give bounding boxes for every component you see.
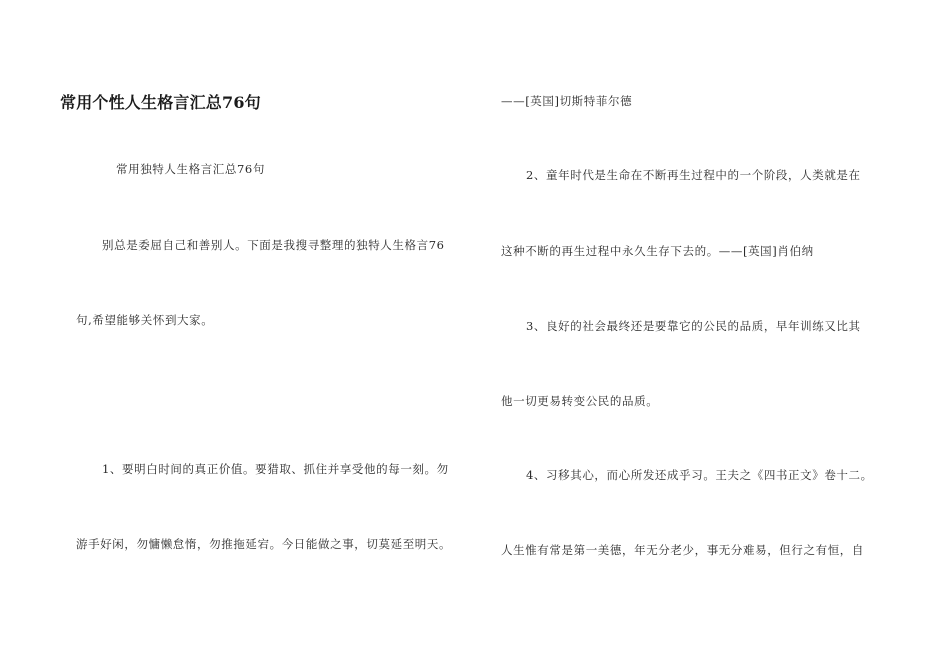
attribution-chesterfield: ——[英国]切斯特菲尔德: [501, 94, 633, 108]
quote-2-line-1: 2、童年时代是生命在不断再生过程中的一个阶段，人类就是在: [526, 168, 861, 182]
quote-2-line-2: 这种不断的再生过程中永久生存下去的。——[英国]肖伯纳: [501, 244, 814, 258]
intro-line-1: 别总是委屈自己和善别人。下面是我搜寻整理的独特人生格言76: [102, 238, 445, 252]
subtitle: 常用独特人生格言汇总76句: [116, 162, 265, 176]
quote-3-line-2: 他一切更易转变公民的品质。: [501, 394, 659, 408]
quote-3-line-1: 3、良好的社会最终还是要靠它的公民的品质，早年训练又比其: [526, 319, 861, 333]
quote-4-line-1: 4、习移其心，而心所发还成乎习。王夫之《四书正文》卷十二。: [526, 468, 873, 482]
quote-1-line-2: 游手好闲，勿慵懒怠惰，勿推拖延宕。今日能做之事，切莫延至明天。: [76, 537, 452, 551]
quote-4-line-2: 人生惟有常是第一美德，年无分老少，事无分难易，但行之有恒，自: [501, 543, 864, 557]
document-title: 常用个性人生格言汇总76句: [60, 93, 261, 112]
quote-1-line-1: 1、要明白时间的真正价值。要猎取、抓住并享受他的每一刻。勿: [102, 462, 449, 476]
intro-line-2: 句,希望能够关怀到大家。: [76, 313, 214, 327]
